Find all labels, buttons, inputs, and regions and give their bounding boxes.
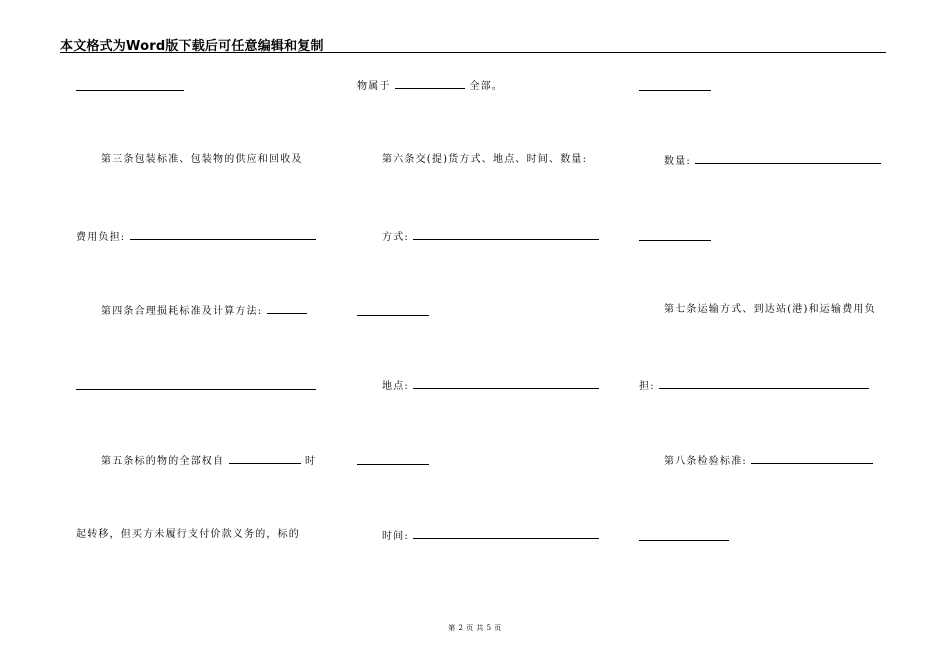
page-header-title: 本文格式为Word版下载后可任意编辑和复制 — [60, 39, 324, 54]
blank-line — [76, 389, 316, 390]
burden-row — [639, 379, 869, 393]
quantity-label: 数量: — [664, 156, 691, 167]
blank-line — [357, 464, 429, 465]
quantity-blank — [695, 154, 881, 164]
clause-8-label: 第八条检验标准: — [664, 456, 747, 467]
time-row — [382, 529, 599, 543]
clause-8-row — [664, 454, 873, 468]
method-blank — [413, 230, 599, 240]
clause-5-row — [101, 454, 316, 468]
clause-3-text: 第三条包装标准、包装物的供应和回收及 — [101, 154, 303, 165]
clause-7-text: 第七条运输方式、到达站(港)和运输费用负 — [664, 304, 876, 315]
clause-4-row — [101, 304, 307, 318]
method-label: 方式: — [382, 232, 409, 243]
blank-line — [639, 90, 711, 91]
clause-5-text-b: 时 — [304, 456, 317, 467]
fee-burden-row — [76, 230, 316, 244]
blank-line — [357, 315, 429, 316]
clause-8-blank — [751, 454, 873, 464]
ownership-row — [357, 79, 503, 93]
page-footer: 第 2 页 共 5 页 — [448, 624, 502, 632]
blank-line — [76, 90, 184, 91]
clause-4-text: 第四条合理损耗标准及计算方法: — [101, 306, 263, 317]
place-label: 地点: — [382, 381, 409, 392]
burden-label: 担: — [639, 381, 655, 392]
place-row — [382, 379, 599, 393]
burden-blank — [659, 379, 869, 389]
time-label: 时间: — [382, 531, 409, 542]
method-row — [382, 230, 599, 244]
clause-6-text: 第六条交(提)货方式、地点、时间、数量: — [382, 154, 588, 165]
time-blank — [413, 529, 599, 539]
clause-5-blank — [229, 454, 301, 464]
clause-5-text-a: 第五条标的物的全部权自 — [101, 456, 225, 467]
ownership-text-a: 物属于 — [357, 81, 391, 92]
blank-line — [639, 540, 729, 541]
quantity-row — [664, 154, 881, 168]
ownership-text-b: 全部。 — [469, 81, 503, 92]
clause-4-blank — [267, 304, 307, 314]
ownership-blank — [395, 79, 465, 89]
place-blank — [413, 379, 599, 389]
clause-5-continued: 起转移，但买方未履行支付价款义务的，标的 — [76, 529, 300, 540]
header-divider — [60, 52, 886, 53]
fee-burden-label: 费用负担: — [76, 232, 126, 243]
fee-burden-blank — [130, 230, 316, 240]
blank-line — [639, 240, 711, 241]
